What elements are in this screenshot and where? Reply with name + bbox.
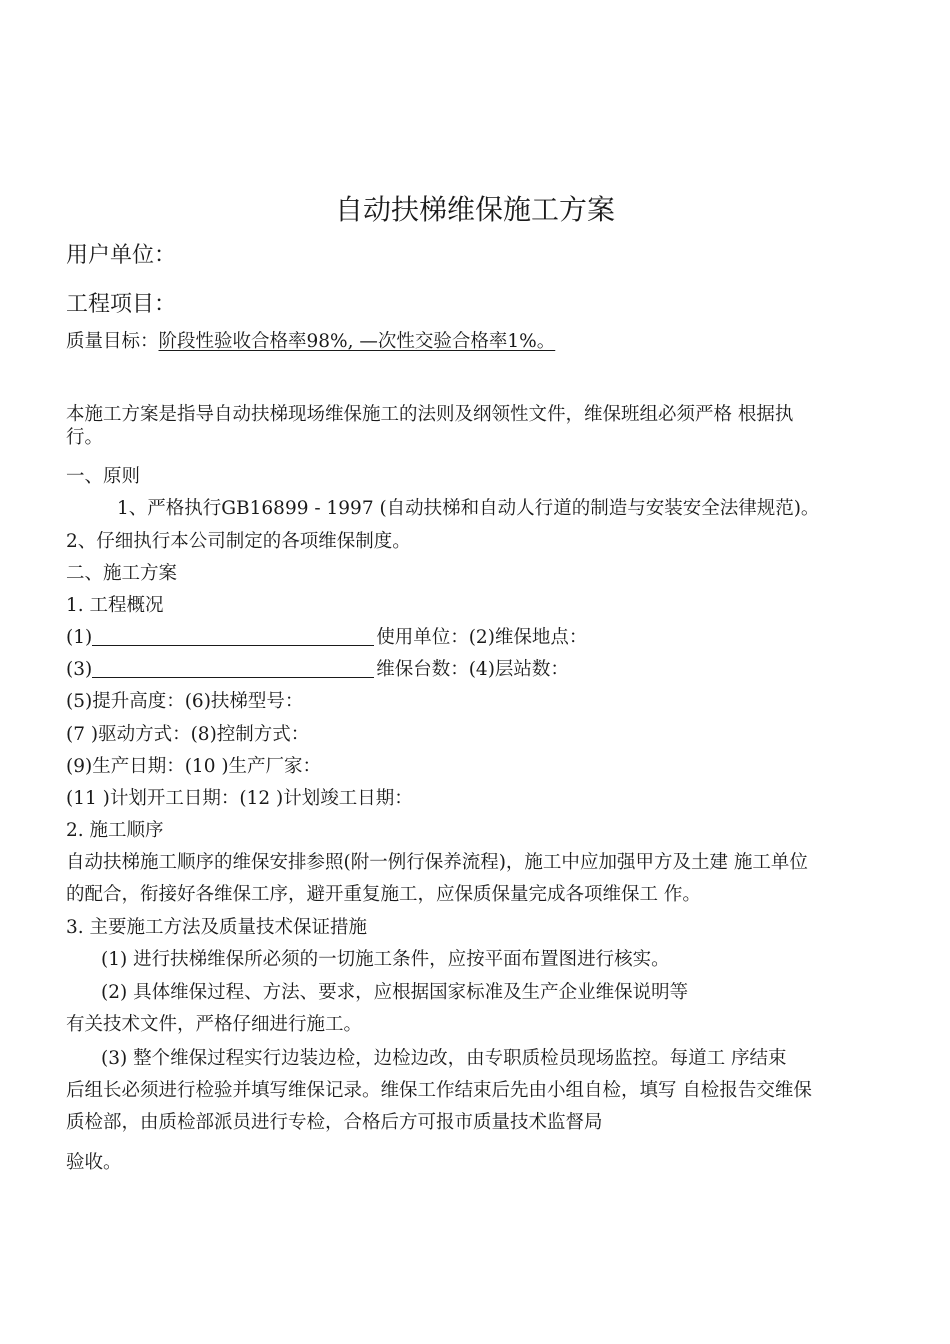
subsection-2-heading: 2. 施工顺序 bbox=[66, 820, 164, 841]
subsection-3-item-3-line-3: 质检部，由质检部派员进行专检，合格后方可报市质量技术监督局 bbox=[66, 1112, 603, 1133]
subsection-3-item-2-line-2: 有关技术文件，严格仔细进行施工。 bbox=[66, 1014, 363, 1035]
overview-row-1 bbox=[66, 625, 587, 651]
quality-goal-value: 阶段性验收合格率98%, —次性交验合格率1%。 bbox=[158, 331, 556, 352]
section-2-heading: 二、施工方案 bbox=[66, 563, 178, 584]
overview-row-3: (5)提升高度：(6)扶梯型号： bbox=[66, 691, 304, 712]
quality-goal-label: 质量目标： bbox=[66, 331, 159, 352]
overview-row-6: (11 )计划开工日期：(12 )计划竣工日期： bbox=[66, 788, 413, 809]
subsection-2-line-2: 的配合，衔接好各维保工序，避开重复施工，应保质保量完成各项维保工 作。 bbox=[66, 884, 701, 905]
project-label: 工程项目： bbox=[66, 292, 177, 317]
subsection-3-item-3-line-4: 验收。 bbox=[66, 1152, 122, 1173]
subsection-2-line-1: 自动扶梯施工顺序的维保安排参照(附一例行保养流程)，施工中应加强甲方及土建 施工单位 bbox=[66, 852, 808, 873]
overview-row-2-prefix: (3) bbox=[66, 659, 93, 680]
overview-row-1-text: 使用单位：(2)维保地点： bbox=[376, 627, 588, 648]
overview-row-1-prefix: (1) bbox=[66, 627, 93, 648]
fill-in-blank-line bbox=[92, 627, 374, 646]
intro-paragraph-line-1: 本施工方案是指导自动扶梯现场维保施工的法则及纲领性文件，维保班组必须严格 根据执 bbox=[66, 404, 794, 425]
overview-row-2 bbox=[66, 657, 569, 683]
overview-row-2-text: 维保台数：(4)层站数： bbox=[376, 659, 569, 680]
subsection-3-item-1: (1) 进行扶梯维保所必须的一切施工条件，应按平面布置图进行核实。 bbox=[101, 949, 670, 970]
subsection-3-item-2-line-1: (2) 具体维保过程、方法、要求，应根据国家标准及生产企业维保说明等 bbox=[101, 982, 689, 1003]
quality-goal bbox=[66, 329, 555, 355]
section-1-item-1: 1、严格执行GB16899 - 1997 (自动扶梯和自动人行道的制造与安装安全法律规范)。 bbox=[117, 498, 820, 519]
fill-in-blank-line bbox=[92, 659, 374, 678]
intro-paragraph-line-2: 行。 bbox=[66, 427, 104, 448]
overview-row-5: (9)生产日期：(10 )生产厂家： bbox=[66, 756, 322, 777]
subsection-1-heading: 1. 工程概况 bbox=[66, 595, 164, 616]
overview-row-4: (7 )驱动方式：(8)控制方式： bbox=[66, 724, 310, 745]
subsection-3-heading: 3. 主要施工方法及质量技术保证措施 bbox=[66, 917, 368, 938]
subsection-3-item-3-line-1: (3) 整个维保过程实行边装边检，边检边改，由专职质检员现场监控。每道工 序结束 bbox=[101, 1048, 787, 1069]
user-unit-label: 用户单位： bbox=[66, 243, 177, 268]
subsection-3-item-3-line-2: 后组长必须进行检验并填写维保记录。维保工作结束后先由小组自检，填写 自检报告交维保 bbox=[66, 1080, 812, 1101]
section-1-heading: 一、原则 bbox=[66, 466, 141, 487]
document-title: 自动扶梯维保施工方案 bbox=[334, 193, 615, 226]
section-1-item-2: 2、仔细执行本公司制定的各项维保制度。 bbox=[66, 531, 411, 552]
